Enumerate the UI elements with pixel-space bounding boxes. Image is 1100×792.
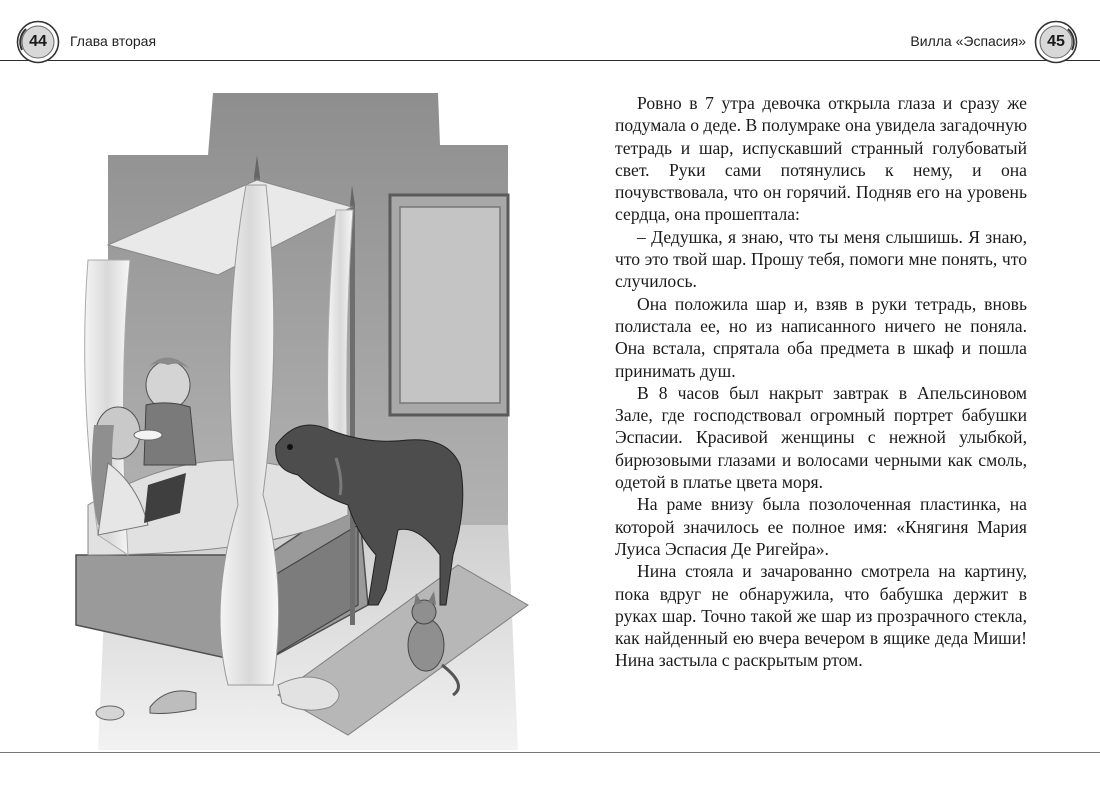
body-paragraph-1: Ровно в 7 утра девочка открыла глаза и сразу же подумала о деде. В полумраке она увидела загадочную тетрадь и шар, испускавший странный голубоватый свет. Руки сами потянулись к нему, и она почувствовала, что он горячий. Подняв его на уровень сердца, она прошептала: [615, 93, 1027, 225]
body-paragraph-5: На раме внизу была позолоченная пластинка, на которой значилось ее полное имя: «Княгиня Мария Луиса Эспасия Де Ригейра». [615, 494, 1027, 559]
bedroom-scene-illustration [68, 85, 530, 750]
body-paragraph-6: Нина стояла и зачарованно смотрела на картину, пока вдруг не обнаружила, что бабушка держит в руках шар. Точно такой же шар из прозрачного стекла, как найденный ею вчера вечером в ящике деда Миши! Нина застыла с раскрытым ртом. [615, 561, 1027, 671]
left-page-number-badge [16, 20, 60, 64]
left-page-number: 44 [29, 33, 47, 50]
footer-rule [0, 752, 1100, 753]
body-paragraph-4: В 8 часов был накрыт завтрак в Апельсиновом Зале, где господствовал огромный портрет бабушки Эспасии. Красивой женщины с нежной улыбкой, бирюзовыми глазами и волосами черными как смоль, одетой в платье цвета моря. [615, 382, 1027, 493]
header-rule [0, 60, 1100, 61]
text-column [615, 92, 1027, 672]
right-running-head: Вилла «Эспасия» [910, 33, 1026, 49]
right-page-number-badge [1034, 20, 1078, 64]
left-running-head: Глава вторая [70, 33, 157, 49]
body-paragraph-3: Она положила шар и, взяв в руки тетрадь, вновь полистала ее, но из написанного ничего не поняла. Она встала, спрятала оба предмета в шкаф и пошла принимать душ. [615, 293, 1027, 381]
right-page-number: 45 [1047, 33, 1065, 50]
body-paragraph-2: – Дедушка, я знаю, что ты меня слышишь. Я знаю, что это твой шар. Прошу тебя, помоги мне понять, что случилось. [615, 226, 1027, 292]
